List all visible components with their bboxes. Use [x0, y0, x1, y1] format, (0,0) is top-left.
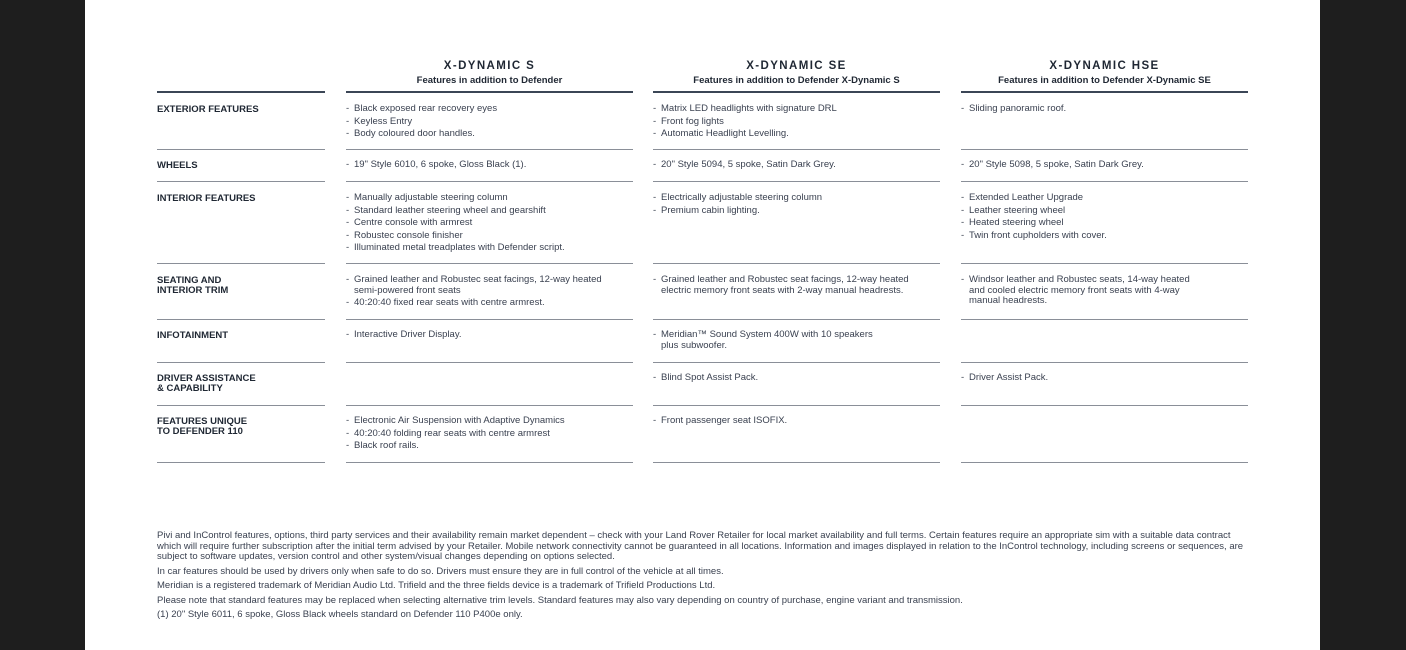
feature-item: - Body coloured door handles. — [346, 129, 633, 140]
row-divider — [653, 362, 940, 363]
header-rule — [653, 91, 940, 93]
header-rule — [961, 91, 1248, 93]
feature-item: - Leather steering wheel — [961, 206, 1248, 217]
row-divider — [346, 462, 633, 463]
feature-item: - Black exposed rear recovery eyes — [346, 104, 633, 115]
feature-list — [961, 193, 1248, 243]
feature-item: - 19" Style 6010, 6 spoke, Gloss Black (1). — [346, 160, 633, 171]
row-divider — [346, 149, 633, 150]
feature-list — [961, 275, 1248, 309]
feature-list — [346, 104, 633, 142]
feature-item: - Premium cabin lighting. — [653, 206, 940, 217]
row-divider — [653, 263, 940, 264]
row-category: INTERIOR FEATURES — [157, 193, 256, 204]
feature-list — [653, 160, 940, 173]
feature-item: - Centre console with armrest — [346, 218, 633, 229]
feature-list — [346, 330, 633, 343]
footnote: Please note that standard features may be replaced when selecting alternative trim levels. Standard features may also vary depending on country of purchase, engine variant and transmission. — [157, 594, 963, 606]
row-divider — [961, 263, 1248, 264]
trim-name: X-DYNAMIC S — [443, 60, 536, 72]
feature-item: - 40:20:40 folding rear seats with centre armrest — [346, 429, 633, 440]
footnotes — [157, 531, 1257, 625]
row-divider — [346, 319, 633, 320]
feature-list — [653, 330, 940, 353]
row-divider — [961, 319, 1248, 320]
feature-item: - Electronic Air Suspension with Adaptive Dynamics — [346, 416, 633, 427]
row-divider — [157, 462, 325, 463]
feature-list — [961, 373, 1248, 386]
row-divider — [157, 405, 325, 406]
feature-item: - Illuminated metal treadplates with Defender script. — [346, 243, 633, 254]
row-divider — [346, 405, 633, 406]
feature-list — [653, 275, 940, 298]
row-category: EXTERIOR FEATURES — [157, 104, 259, 115]
feature-item: - 20" Style 5094, 5 spoke, Satin Dark Grey. — [653, 160, 940, 171]
feature-item: - Grained leather and Robustec seat facings, 12-way heated semi-powered front seats — [346, 275, 633, 296]
row-category: INFOTAINMENT — [157, 330, 229, 341]
feature-item: - Twin front cupholders with cover. — [961, 231, 1248, 242]
row-divider — [653, 462, 940, 463]
feature-item: - 20" Style 5098, 5 spoke, Satin Dark Grey. — [961, 160, 1248, 171]
feature-item: - Extended Leather Upgrade — [961, 193, 1248, 204]
row-divider — [961, 362, 1248, 363]
row-divider — [157, 319, 325, 320]
feature-list — [346, 193, 633, 256]
footnote: In car features should be used by drivers only when safe to do so. Drivers must ensure they are in full control of the vehicle at all times. — [157, 565, 724, 577]
feature-list — [653, 104, 940, 142]
feature-item: - Keyless Entry — [346, 117, 633, 128]
row-divider — [346, 181, 633, 182]
feature-list — [346, 275, 633, 311]
feature-item: - Interactive Driver Display. — [346, 330, 633, 341]
trim-name: X-DYNAMIC HSE — [1049, 60, 1160, 72]
feature-item: - Front passenger seat ISOFIX. — [653, 416, 940, 427]
column-header — [653, 59, 940, 88]
feature-item: - Manually adjustable steering column — [346, 193, 633, 204]
row-category: SEATING AND INTERIOR TRIM — [157, 275, 229, 296]
row-divider — [961, 149, 1248, 150]
row-divider — [157, 181, 325, 182]
footnote: (1) 20" Style 6011, 6 spoke, Gloss Black wheels standard on Defender 110 P400e only. — [157, 609, 523, 620]
feature-item: - Robustec console finisher — [346, 231, 633, 242]
row-category: FEATURES UNIQUE TO DEFENDER 110 — [157, 416, 248, 437]
feature-item: - Meridian™ Sound System 400W with 10 speakers plus subwoofer. — [653, 330, 940, 351]
feature-item: - 40:20:40 fixed rear seats with centre armrest. — [346, 298, 633, 309]
trim-subtitle: Features in addition to Defender — [416, 75, 563, 86]
row-divider — [157, 263, 325, 264]
row-divider — [653, 181, 940, 182]
feature-item: - Black roof rails. — [346, 441, 633, 452]
row-divider — [346, 362, 633, 363]
row-divider — [961, 462, 1248, 463]
row-divider — [157, 149, 325, 150]
footnote: Meridian is a registered trademark of Meridian Audio Ltd. Trifield and the three fields device is a trademark of Trifield Productions Ltd. — [157, 580, 716, 591]
row-category: WHEELS — [157, 160, 198, 171]
column-header — [346, 59, 633, 88]
feature-item: - Standard leather steering wheel and gearshift — [346, 206, 633, 217]
feature-item: - Automatic Headlight Levelling. — [653, 129, 940, 140]
feature-list — [961, 160, 1248, 173]
feature-list — [346, 160, 633, 173]
feature-item: - Blind Spot Assist Pack. — [653, 373, 940, 384]
footnote: Pivi and InControl features, options, third party services and their availability remain market dependent – check with your Land Rover Retailer for local market availability and full terms. Certain features require an appropriate sim with a suitable data contract which will require further subscription after the initial term advised by your Retailer. Mobile network connectivity cannot be guaranteed in all locations. Information and images displayed in relation to the InControl technology, including screens or sequences, are subject to software updates, version control and other system/visual changes depending on options selected. — [157, 530, 1244, 562]
row-divider — [653, 319, 940, 320]
feature-item: - Electrically adjustable steering column — [653, 193, 940, 204]
feature-item: - Matrix LED headlights with signature DRL — [653, 104, 940, 115]
feature-list — [346, 416, 633, 454]
trim-subtitle: Features in addition to Defender X-Dynamic SE — [998, 75, 1211, 86]
feature-list — [653, 373, 940, 386]
spec-page — [85, 0, 1320, 650]
feature-list — [961, 104, 1248, 117]
row-divider — [346, 263, 633, 264]
header-rule — [346, 91, 633, 93]
feature-item: - Front fog lights — [653, 117, 940, 128]
column-header — [961, 59, 1248, 88]
feature-item: - Sliding panoramic roof. — [961, 104, 1248, 115]
feature-item: - Grained leather and Robustec seat facings, 12-way heated electric memory front seats with 2-way manual headrests. — [653, 275, 940, 296]
feature-item: - Driver Assist Pack. — [961, 373, 1248, 384]
feature-item: - Heated steering wheel — [961, 218, 1248, 229]
feature-item: - Windsor leather and Robustec seats, 14-way heated and cooled electric memory front seats with 4-way manual headrests. — [961, 275, 1248, 307]
feature-list — [653, 193, 940, 218]
trim-subtitle: Features in addition to Defender X-Dynamic S — [693, 75, 900, 86]
feature-list — [653, 416, 940, 429]
row-category: DRIVER ASSISTANCE & CAPABILITY — [157, 373, 256, 394]
row-divider — [961, 181, 1248, 182]
row-divider — [653, 149, 940, 150]
row-divider — [961, 405, 1248, 406]
row-divider — [653, 405, 940, 406]
header-rule — [157, 91, 325, 93]
row-divider — [157, 362, 325, 363]
trim-name: X-DYNAMIC SE — [746, 60, 847, 72]
